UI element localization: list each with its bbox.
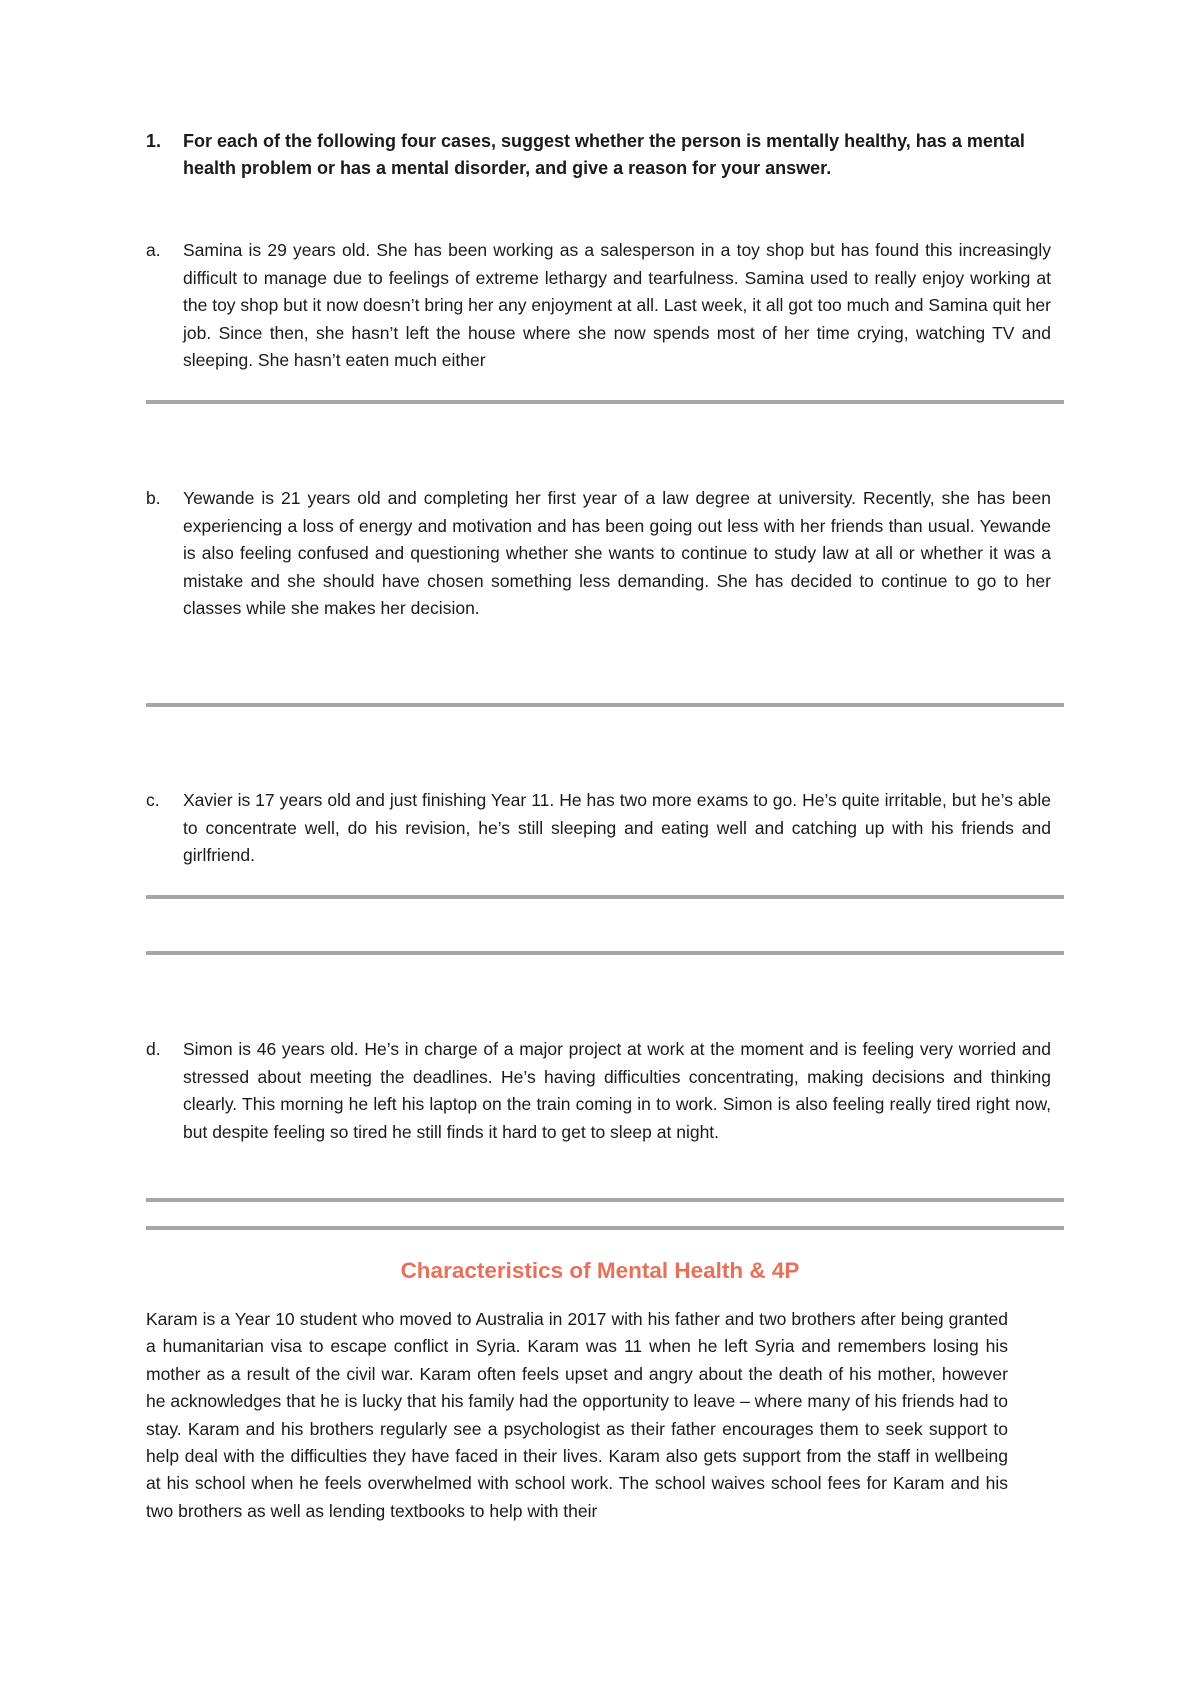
case-letter: c.	[146, 790, 160, 810]
case-letter: b.	[146, 488, 161, 508]
question-text: For each of the following four cases, suggest whether the person is mentally healthy, has a mental health problem or has a mental disorder, and give a reason for your answer.	[183, 131, 1025, 178]
case-d	[146, 1036, 1051, 1146]
case-letter: a.	[146, 240, 161, 260]
case-text: Xavier is 17 years old and just finishing Year 11. He has two more exams to go. He’s quite irritable, but he’s able to concentrate well, do his revision, he’s still sleeping and eating well and catching up with his friends and girlfriend.	[183, 790, 1051, 865]
case-text: Simon is 46 years old. He’s in charge of a major project at work at the moment and is feeling very worried and stressed about meeting the deadlines. He’s having difficulties concentrating, making decisions and thinking clearly. This morning he left his laptop on the train coming in to work. Simon is also feeling really tired right now, but despite feeling so tired he still finds it hard to get to sleep at night.	[183, 1039, 1051, 1142]
answer-line	[146, 1226, 1064, 1230]
answer-line	[146, 951, 1064, 955]
case-text: Yewande is 21 years old and completing her first year of a law degree at university. Recently, she has been experiencing a loss of energy and motivation and has been going out less with her friends than usual. Yewande is also feeling confused and questioning whether she wants to continue to study law at all or whether it was a mistake and she should have chosen something less demanding. She has decided to continue to go to her classes while she makes her decision.	[183, 488, 1051, 618]
case-c	[146, 787, 1051, 870]
case-letter: d.	[146, 1039, 161, 1059]
section-heading: Characteristics of Mental Health & 4P	[400, 1258, 800, 1283]
answer-line	[146, 895, 1064, 899]
case-b	[146, 485, 1051, 623]
case-a	[146, 237, 1051, 375]
answer-line	[146, 400, 1064, 404]
answer-line	[146, 703, 1064, 707]
case-text: Samina is 29 years old. She has been working as a salesperson in a toy shop but has found this increasingly difficult to manage due to feelings of extreme lethargy and tearfulness. Samina used to really enjoy working at the toy shop but it now doesn’t bring her any enjoyment at all. Last week, it all got too much and Samina quit her job. Since then, she hasn’t left the house where she now spends most of her time crying, watching TV and sleeping. She hasn’t eaten much either	[183, 240, 1051, 370]
question-heading	[146, 128, 1031, 182]
question-number: 1.	[146, 131, 162, 151]
case-study-paragraph: Karam is a Year 10 student who moved to Australia in 2017 with his father and two brothers after being granted a humanitarian visa to escape conflict in Syria. Karam was 11 when he left Syria and remembers losing his mother as a result of the civil war. Karam often feels upset and angry about the death of his mother, however he acknowledges that he is lucky that his family had the opportunity to leave – where many of his friends had to stay. Karam and his brothers regularly see a psychologist as their father encourages them to seek support to help deal with the difficulties they have faced in their lives. Karam also gets support from the staff in wellbeing at his school when he feels overwhelmed with school work. The school waives school fees for Karam and his two brothers as well as lending textbooks to help with their	[146, 1309, 1008, 1521]
answer-line	[146, 1198, 1064, 1202]
